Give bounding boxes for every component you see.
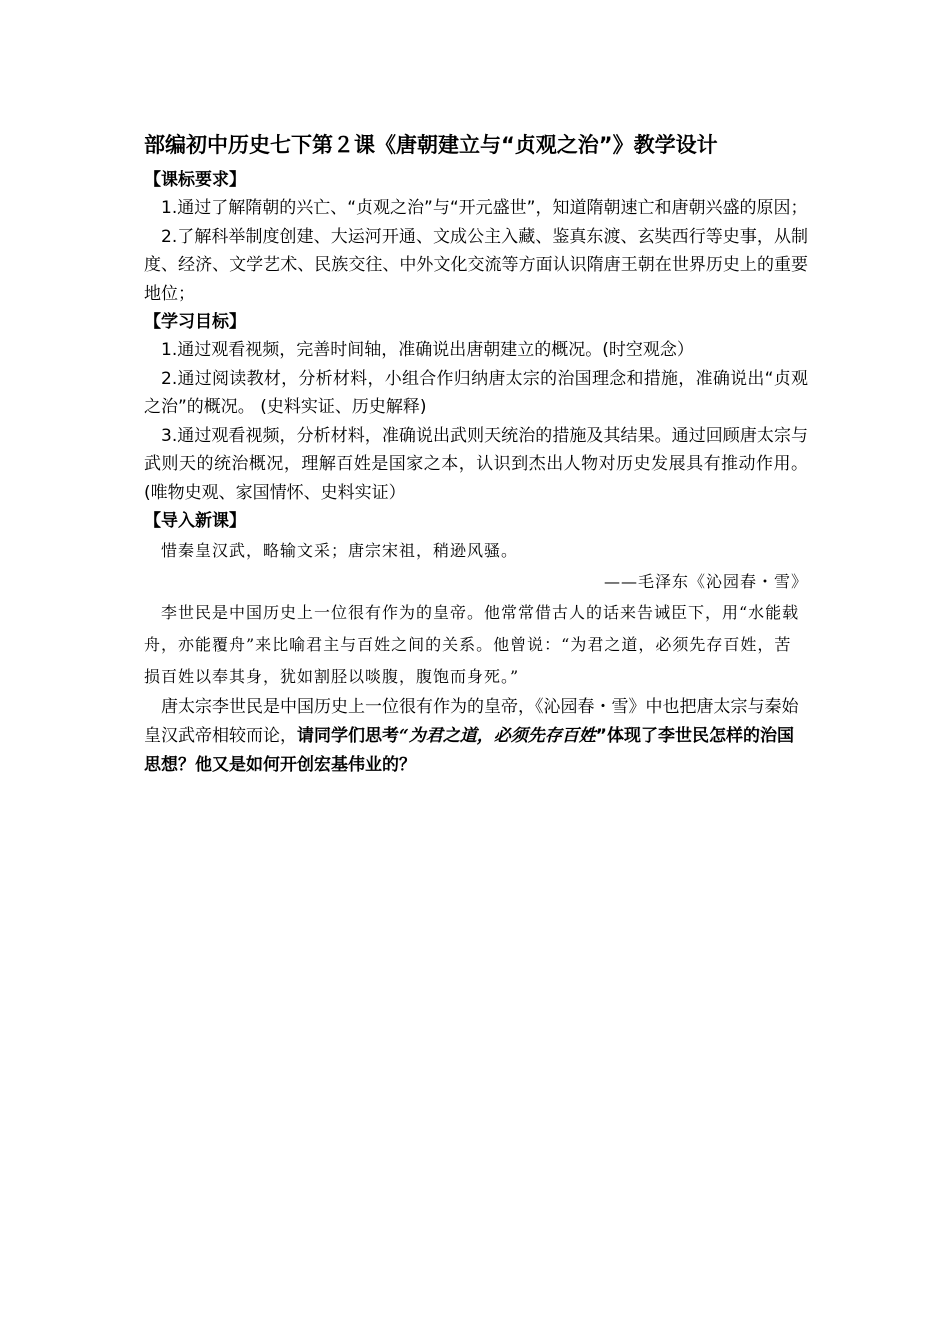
lead-question-paragraph bbox=[144, 693, 808, 780]
poem-quote: 惜秦皇汉武，略输文采；唐宗宋祖，稍逊风骚。 bbox=[161, 541, 519, 560]
objectives-section bbox=[144, 308, 808, 507]
lead-bold-quote: “为君之道，必须先存百姓 bbox=[399, 726, 596, 746]
lead-bold-question: ”体现了李世民怎样的治国思想？他又是如何开创宏基伟业的？ bbox=[144, 726, 794, 775]
curriculum-item: 2.了解科举制度创建、大运河开通、文成公主入藏、鉴真东渡、玄奘西行等史事，从制度、经济、文学艺术、民族交往、中外文化交流等方面认识隋唐王朝在世界历史上的重要地位； bbox=[144, 226, 808, 304]
objectives-heading: 【学习目标】 bbox=[144, 312, 246, 332]
objective-item: 1.通过观看视频，完善时间轴，准确说出唐朝建立的概况。(时空观念） bbox=[161, 340, 694, 360]
curriculum-item: 1.通过了解隋朝的兴亡、“贞观之治”与“开元盛世”，知道隋朝速亡和唐朝兴盛的原因； bbox=[161, 198, 808, 218]
lead-bold-text: 请同学们思考 bbox=[297, 726, 399, 746]
intro-heading: 【导入新课】 bbox=[144, 511, 246, 531]
curriculum-section bbox=[144, 166, 808, 308]
curriculum-heading: 【课标要求】 bbox=[144, 170, 246, 190]
objective-item: 3.通过观看视频，分析材料，准确说出武则天统治的措施及其结果。通过回顾唐太宗与武则天的统治概况，理解百姓是国家之本，认识到杰出人物对历史发展具有推动作用。 (唯物史观、家国情怀、史料实证） bbox=[144, 425, 808, 503]
lead-plain-text: 唐太宗李世民是中国历史上一位很有作为的皇帝，《沁园春・雪》中也把唐太宗与秦始皇汉武帝相较而论， bbox=[144, 697, 799, 746]
objective-item: 2.通过阅读教材，分析材料，小组合作归纳唐太宗的治国理念和措施，准确说出“贞观之治”的概况。 (史料实证、历史解释) bbox=[144, 368, 808, 417]
document-page bbox=[144, 120, 808, 780]
story-paragraph: 李世民是中国历史上一位很有作为的皇帝。他常常借古人的话来告诫臣下，用“水能载舟，亦能覆舟”来比喻君主与百姓之间的关系。他曾说：“为君之道，必须先存百姓，苦损百姓以奉其身，犹如割胫以啖腹，腹饱而身死。” bbox=[144, 603, 800, 686]
document-title: 部编初中历史七下第２课《唐朝建立与“贞观之治”》教学设计 bbox=[144, 133, 718, 157]
intro-section bbox=[144, 507, 808, 780]
poem-attribution: ——毛泽东《沁园春・雪》 bbox=[603, 572, 808, 591]
